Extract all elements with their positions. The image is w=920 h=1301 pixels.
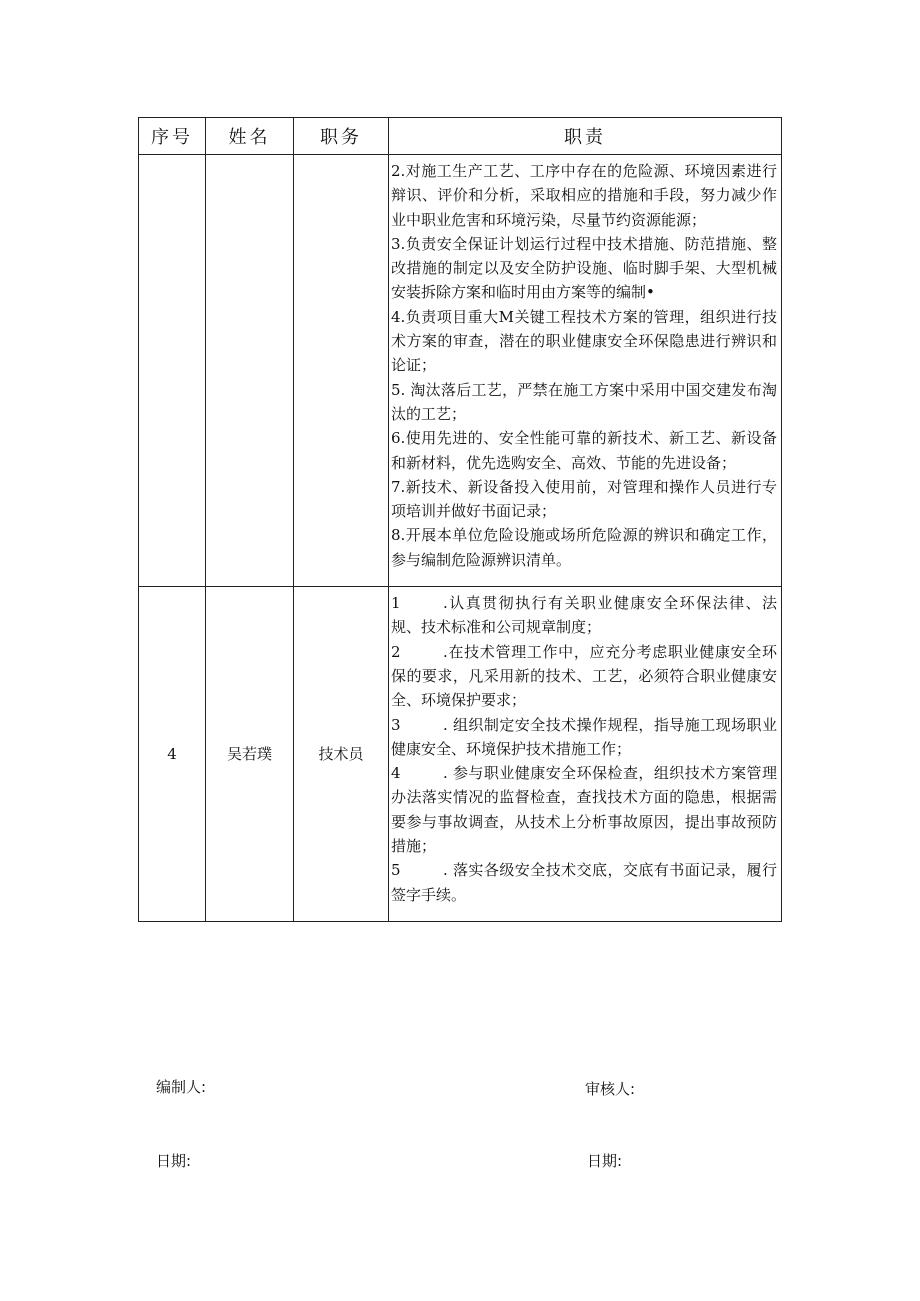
duty-item: 6.使用先进的、安全性能可靠的新技术、新工艺、新设备和新材料，优先选购安全、高效、节能的先进设备； <box>391 429 777 472</box>
duty-item-text: . 落实各级安全技术交底，交底有书面记录，履行签字手续。 <box>391 861 777 904</box>
duty-item <box>391 858 777 907</box>
duty-item-text: . 组织制定安全技术操作规程，指导施工现场职业健康安全、环境保护技术措施工作； <box>391 715 777 758</box>
table-row-continuation <box>139 155 782 587</box>
duty-item <box>391 640 777 713</box>
duty-item <box>391 761 777 858</box>
duty-item-text: . 参与职业健康安全环保检查，组织技术方案管理办法落实情况的监督检查，查找技术方面的隐患，根据需要参与事故调查，从技术上分析事故原因，提出事故预防措施； <box>391 764 777 856</box>
duty-item: 3.负责安全保证计划运行过程中技术措施、防范措施、整改措施的制定以及安全防护设施、临时脚手架、大型机械安装拆除方案和临时用由方案等的编制• <box>391 234 777 302</box>
cell-seq: 4 <box>139 587 206 922</box>
header-seq: 序号 <box>139 118 206 155</box>
duty-item <box>391 591 777 640</box>
table-row-4 <box>139 587 782 922</box>
duty-item: 5. 淘汰落后工艺，严禁在施工方案中采用中国交建发布淘汰的工艺； <box>391 380 777 423</box>
cell-duties <box>389 155 782 587</box>
duty-item: 2.对施工生产工艺、工序中存在的危险源、环境因素进行辩识、评价和分析，采取相应的措施和手段，努力减少作业中职业危害和环境污染，尽量节约资源能源； <box>391 162 777 229</box>
duty-item: 8.开展本单位危险设施或场所危险源的辨识和确定工作，参与编制危险源辨识清单。 <box>391 526 777 569</box>
cell-name <box>206 155 294 587</box>
cell-position <box>294 155 389 587</box>
reviewer-label: 审核人: <box>585 1080 636 1098</box>
date-label-left: 日期: <box>156 1152 192 1170</box>
header-position: 职务 <box>294 118 389 155</box>
duty-item: 4.负责项目重大M关键工程技术方案的管理，组织进行技术方案的审查，潜在的职业健康安全环保隐患进行辨识和论证； <box>391 307 777 375</box>
cell-duties <box>389 587 782 922</box>
cell-position: 技术员 <box>294 587 389 922</box>
cell-seq <box>139 155 206 587</box>
cell-name: 吴若璞 <box>206 587 294 922</box>
compiler-label: 编制人: <box>156 1078 207 1096</box>
duty-item-number: 1 <box>391 594 401 613</box>
header-name: 姓名 <box>206 118 294 155</box>
duty-item-text: .认真贯彻执行有关职业健康安全环保法律、法规、技术标准和公司规章制度； <box>391 594 777 637</box>
duty-item-number: 2 <box>391 642 401 661</box>
duty-item <box>391 713 777 762</box>
duty-item: 7.新技术、新设备投入使用前，对管理和操作人员进行专项培训并做好书面记录； <box>391 477 777 521</box>
date-label-right: 日期: <box>587 1152 623 1170</box>
header-duties: 职责 <box>389 118 782 155</box>
duty-item-text: .在技术管理工作中，应充分考虑职业健康安全环保的要求，凡采用新的技术、工艺，必须符合职业健康安全、环境保护要求； <box>391 642 777 710</box>
table-header-row <box>139 118 782 155</box>
duty-item-number: 5 <box>391 861 401 880</box>
duty-item-number: 3 <box>391 715 401 734</box>
duty-item-number: 4 <box>391 764 401 783</box>
duty-table <box>138 117 782 922</box>
